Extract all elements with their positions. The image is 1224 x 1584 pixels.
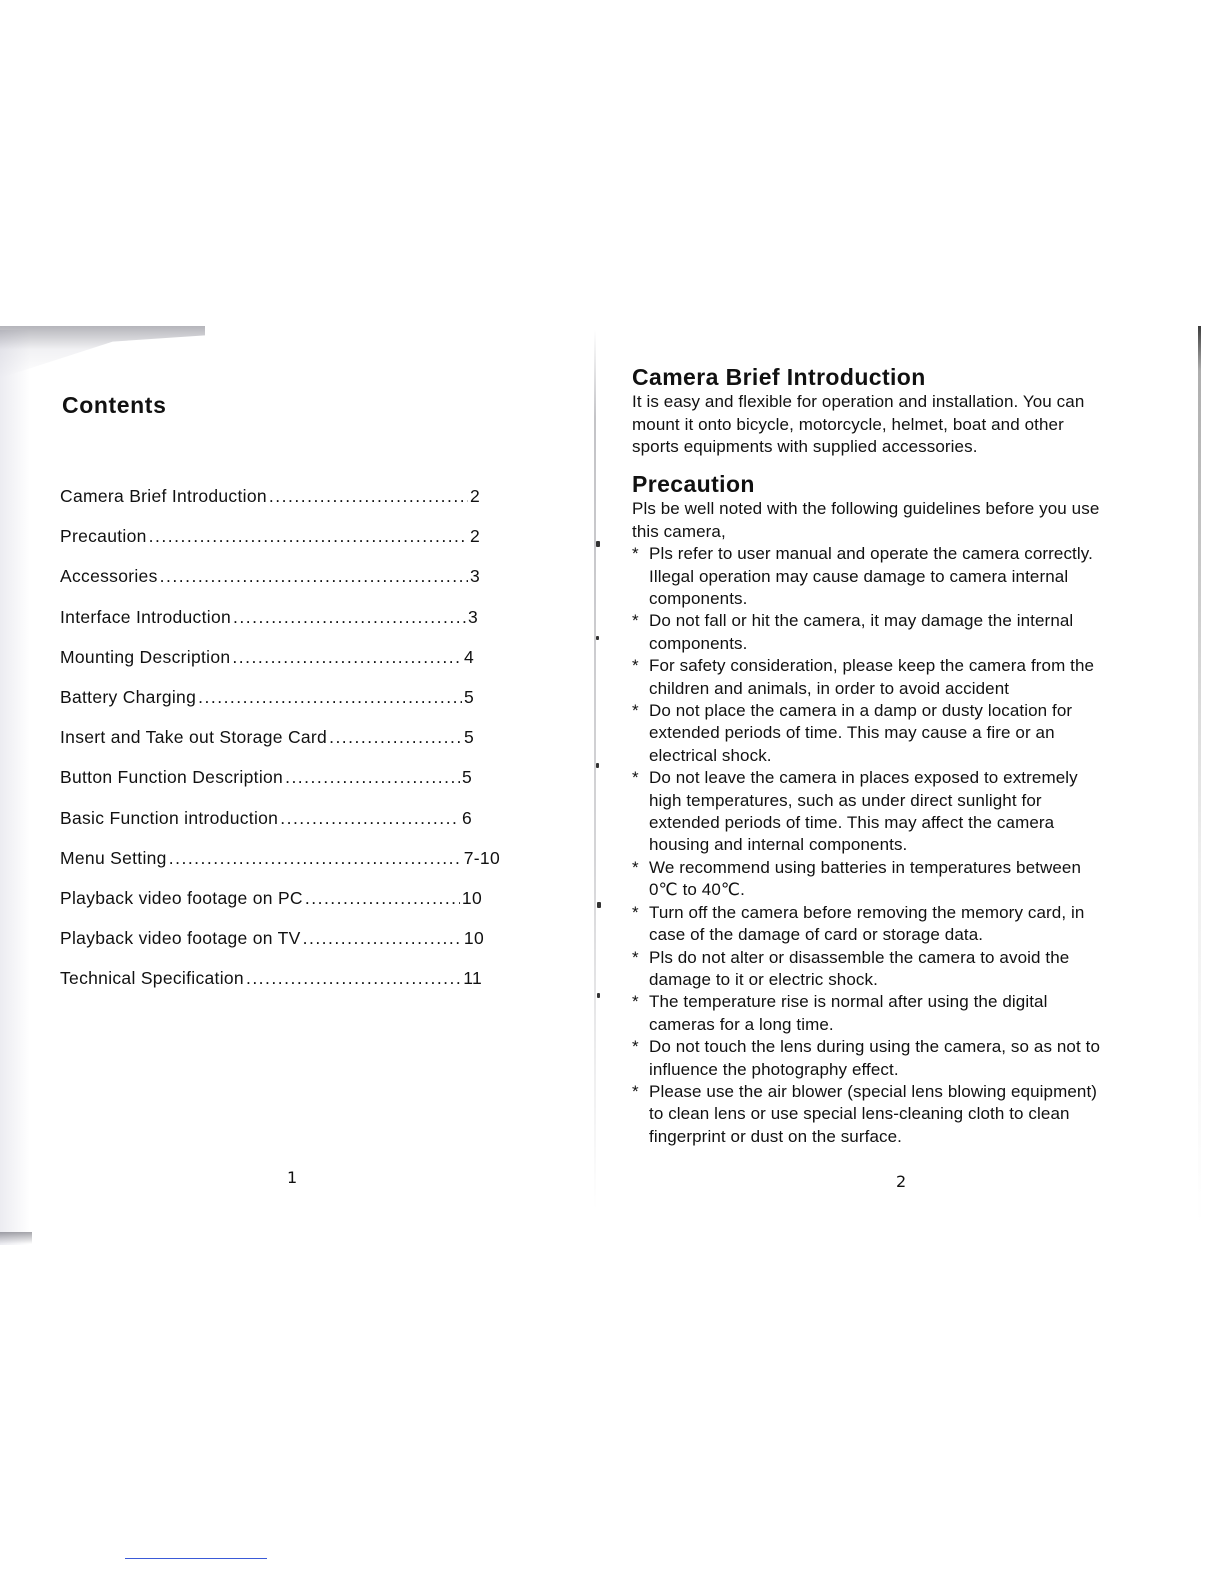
toc-label: Accessories <box>60 566 158 587</box>
precaution-line: components. <box>649 589 748 608</box>
precaution-item <box>632 1081 1172 1148</box>
toc-leader-dots <box>169 848 462 869</box>
toc-leader-dots <box>303 928 462 949</box>
paragraph-line: It is easy and flexible for operation and installation. You can <box>632 392 1085 411</box>
underline-mark <box>125 1558 267 1559</box>
camera-intro-section <box>632 363 1172 459</box>
paragraph-line: mount it onto bicycle, motorcycle, helmet, boat and other <box>632 414 1064 434</box>
toc-label: Playback video footage on TV <box>60 928 301 949</box>
margin-mark <box>596 541 600 547</box>
table-of-contents <box>60 486 520 1008</box>
toc-page-number: 4 <box>463 646 474 667</box>
precaution-item <box>632 947 1172 992</box>
toc-label: Basic Function introduction <box>60 807 279 828</box>
precaution-list <box>632 543 1172 1148</box>
precaution-section <box>632 470 1172 1148</box>
precaution-line: housing and internal components. <box>649 835 908 855</box>
toc-page-number: 7-10 <box>463 847 500 868</box>
precaution-line: Pls refer to user manual and operate the camera correctly. <box>649 544 1093 564</box>
toc-item[interactable] <box>60 486 480 526</box>
toc-page-number: 2 <box>469 486 480 506</box>
margin-mark <box>596 763 599 768</box>
toc-page-number: 10 <box>461 887 482 908</box>
bullet-symbol: * <box>632 947 639 967</box>
precaution-line: Please use the air blower (special lens blowing equipment) <box>649 1081 1098 1101</box>
toc-item[interactable] <box>60 888 482 928</box>
precaution-line: cameras for a long time. <box>649 1014 834 1034</box>
precaution-item <box>632 767 1172 857</box>
toc-leader-dots <box>233 607 466 628</box>
toc-page-number: 5 <box>461 767 472 788</box>
toc-leader-dots <box>280 808 460 829</box>
precaution-line: Illegal operation may cause damage to camera internal <box>649 566 1069 586</box>
precaution-item <box>632 543 1172 610</box>
toc-label: Camera Brief Introduction <box>60 486 267 506</box>
scan-shadow-top <box>0 326 205 378</box>
precaution-item <box>632 902 1172 947</box>
page-number: 1 <box>287 1168 298 1187</box>
precaution-line: Do not place the camera in a damp or dusty location for <box>649 701 1073 721</box>
toc-label: Button Function Description <box>60 767 284 788</box>
toc-item[interactable] <box>60 607 478 647</box>
bullet-symbol: * <box>632 902 639 922</box>
bullet-symbol: * <box>632 768 639 788</box>
toc-item[interactable] <box>60 848 500 888</box>
bullet-symbol: * <box>632 701 639 721</box>
precaution-line: components. <box>649 633 748 653</box>
toc-leader-dots <box>149 526 468 547</box>
page-number: 2 <box>896 1172 907 1191</box>
toc-item[interactable] <box>60 767 472 807</box>
page-edge-line <box>1198 326 1201 1226</box>
toc-leader-dots <box>160 566 468 587</box>
toc-label: Technical Specification <box>60 968 244 989</box>
toc-leader-dots <box>232 647 462 668</box>
toc-page-number: 3 <box>469 566 480 587</box>
precaution-line: Do not touch the lens during using the camera, so as not to <box>649 1037 1101 1057</box>
precaution-item <box>632 991 1172 1036</box>
toc-label: Playback video footage on PC <box>60 887 303 908</box>
toc-leader-dots <box>246 968 461 989</box>
paragraph-line: sports equipments with supplied accessories. <box>632 437 978 457</box>
page-fold-line <box>594 330 596 1210</box>
contents-title: Contents <box>62 392 167 418</box>
precaution-line: damage to it or electric shock. <box>649 969 878 989</box>
bullet-symbol: * <box>632 1081 639 1101</box>
scan-corner <box>0 1232 32 1244</box>
toc-label: Insert and Take out Storage Card <box>60 727 328 748</box>
toc-label: Battery Charging <box>60 686 197 707</box>
precaution-line: We recommend using batteries in temperatures between <box>649 857 1081 877</box>
scan-shadow <box>0 330 30 1245</box>
toc-page-number: 6 <box>461 807 472 828</box>
toc-item[interactable] <box>60 808 472 848</box>
toc-leader-dots <box>269 486 468 507</box>
toc-leader-dots <box>305 888 460 909</box>
toc-label: Mounting Description <box>60 646 231 667</box>
precaution-line: fingerprint or dust on the surface. <box>649 1126 902 1146</box>
toc-item[interactable] <box>60 928 484 968</box>
precaution-line: Do not leave the camera in places exposed to extremely <box>649 768 1078 788</box>
toc-item[interactable] <box>60 968 482 1008</box>
precaution-line: case of the damage of card or storage data. <box>649 925 984 945</box>
precaution-line: For safety consideration, please keep the camera from the <box>649 656 1095 676</box>
precaution-line: extended periods of time. This may affect the camera <box>649 813 1055 833</box>
section-heading: Camera Brief Introduction <box>632 364 926 390</box>
toc-page-number: 5 <box>463 686 474 707</box>
precaution-item <box>632 700 1172 767</box>
bullet-symbol: * <box>632 611 639 631</box>
bullet-symbol: * <box>632 992 639 1012</box>
precaution-line: The temperature rise is normal after using the digital <box>649 992 1048 1012</box>
bullet-symbol: * <box>632 1037 639 1057</box>
precaution-line: Do not fall or hit the camera, it may damage the internal <box>649 611 1074 631</box>
toc-page-number: 10 <box>463 928 484 949</box>
precaution-line: influence the photography effect. <box>649 1059 899 1079</box>
margin-mark <box>597 993 600 998</box>
toc-label: Precaution <box>60 526 147 547</box>
toc-item[interactable] <box>60 647 474 687</box>
precaution-line: to clean lens or use special lens-cleaning cloth to clean <box>649 1104 1070 1124</box>
toc-item[interactable] <box>60 566 480 606</box>
toc-leader-dots <box>329 727 462 748</box>
toc-item[interactable] <box>60 727 474 767</box>
paragraph-line: this camera, <box>632 521 726 541</box>
precaution-line: children and animals, in order to avoid accident <box>649 678 1010 698</box>
precaution-line: extended periods of time. This may cause a fire or an <box>649 723 1055 743</box>
toc-leader-dots <box>285 767 460 788</box>
precaution-line: Turn off the camera before removing the memory card, in <box>649 902 1085 922</box>
precaution-item <box>632 655 1172 700</box>
toc-page-number: 2 <box>469 526 480 547</box>
toc-label: Interface Introduction <box>60 606 232 627</box>
precaution-item <box>632 1036 1172 1081</box>
bullet-symbol: * <box>632 656 639 676</box>
precaution-item <box>632 857 1172 902</box>
precaution-item <box>632 610 1172 655</box>
margin-mark <box>596 636 599 640</box>
toc-item[interactable] <box>60 687 474 727</box>
margin-mark <box>597 902 601 908</box>
toc-page-number: 3 <box>467 606 478 627</box>
toc-leader-dots <box>198 687 462 708</box>
toc-item[interactable] <box>60 526 480 566</box>
toc-label: Menu Setting <box>60 847 167 868</box>
bullet-symbol: * <box>632 857 639 877</box>
toc-page-number: 11 <box>463 968 482 989</box>
bullet-symbol: * <box>632 544 639 564</box>
section-heading: Precaution <box>632 471 755 497</box>
paragraph-line: Pls be well noted with the following guidelines before you use <box>632 499 1100 518</box>
precaution-line: high temperatures, such as under direct sunlight for <box>649 790 1042 810</box>
toc-page-number: 5 <box>463 727 474 748</box>
precaution-line: electrical shock. <box>649 745 772 765</box>
precaution-line: 0℃ to 40℃. <box>649 880 745 900</box>
precaution-line: Pls do not alter or disassemble the camera to avoid the <box>649 947 1070 967</box>
